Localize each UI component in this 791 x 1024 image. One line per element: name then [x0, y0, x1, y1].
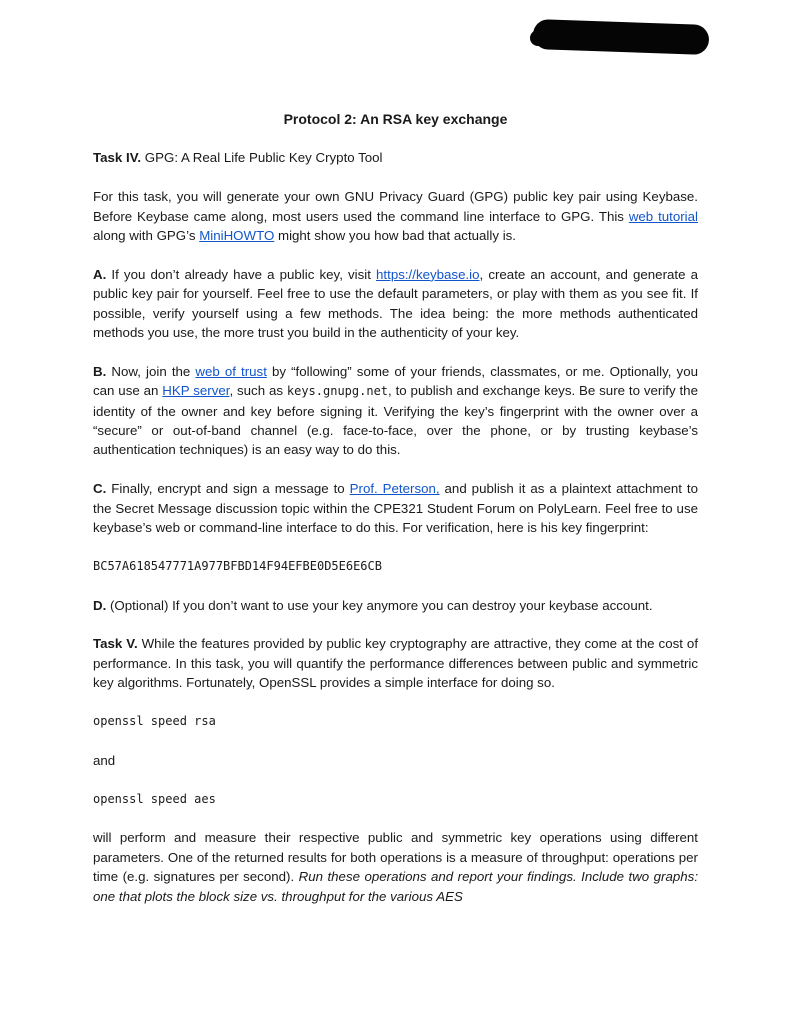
part-c-text-1: Finally, encrypt and sign a message to [106, 481, 350, 497]
part-d-paragraph [93, 596, 698, 615]
part-b-label: B. [93, 363, 107, 379]
part-d-label: D. [93, 597, 107, 613]
redaction-mark-tail [530, 30, 570, 46]
part-c-paragraph [93, 479, 698, 537]
key-fingerprint: BC57A618547771A977BFBD14F94EFBE0D5E6E6CB [93, 558, 382, 573]
intro-text-3: might show you how bad that actually is. [274, 228, 516, 244]
keybase-link[interactable]: https://keybase.io [376, 266, 480, 282]
part-a-text-2: , create an account, and generate a public key pair for yourself. Feel free to use the default parameters, or play with them as you see fit. If possible, verify yourself using a few methods. The idea being: the more methods authenticated methods you use, the more trust you build in the authenticity of your key. [93, 266, 698, 341]
part-b-text-2: by “following” some of your friends, classmates, or me. Optionally, you can use an [93, 363, 698, 399]
task-v-paragraph [93, 634, 698, 692]
command-rsa: openssl speed rsa [93, 714, 216, 729]
and-text: and [93, 752, 116, 768]
part-b-paragraph [93, 362, 698, 460]
task-v-text: While the features provided by public key cryptography are attractive, they come at the cost of performance. In this task, you will quantify the performance differences between public and symmetric key algorithms. Fortunately, OpenSSL provides a simple interface for doing so. [93, 636, 699, 691]
web-of-trust-link[interactable]: web of trust [195, 363, 267, 379]
task-iv-label: Task IV. [93, 150, 142, 166]
intro-text-2: along with GPG’s [93, 228, 200, 244]
part-b-text-4: , to publish and exchange keys. Be sure to verify the identity of the owner and key before signing it. Verifying the key’s fingerprint with the owner over a “secure” or out-of-band channel (e.g. face-to-face, over the phone, or by trusting keybase’s authentication techniques) is an easy way to do this. [93, 383, 698, 458]
document-page [93, 110, 698, 925]
closing-italic-text: Run these operations and report your findings. Include two graphs: one that plots the block size vs. throughput for the various AES [93, 869, 699, 904]
page-title: Protocol 2: An RSA key exchange [283, 111, 508, 127]
command-aes: openssl speed aes [93, 791, 216, 806]
part-c-text-2: and publish it as a plaintext attachment to the Secret Message discussion topic within the CPE321 Student Forum on PolyLearn. Feel free to use keybase’s web or command-line interface to do this. For verification, here is his key fingerprint: [93, 481, 698, 536]
closing-paragraph [93, 828, 698, 906]
task-iv-title: GPG: A Real Life Public Key Crypto Tool [144, 150, 383, 166]
intro-text-1: For this task, you will generate your own GNU Privacy Guard (GPG) public key pair using Keybase. Before Keybase came along, most users used the command line interface to GPG. This [93, 189, 698, 224]
task-v-label: Task V. [93, 636, 138, 652]
closing-text: will perform and measure their respective public and symmetric key operations using different parameters. One of the returned results for both operations is a measure of throughput: operations per time (e.g. signatures per second). [93, 830, 698, 885]
keyserver-code: keys.gnupg.net [286, 384, 389, 399]
task-iv-heading [93, 148, 698, 167]
part-a-text-1: If you don’t already have a public key, visit [106, 266, 377, 282]
minihowto-link[interactable]: MiniHOWTO [199, 228, 275, 244]
part-d-text: (Optional) If you don’t want to use your key anymore you can destroy your keybase account. [106, 597, 653, 613]
part-c-label: C. [93, 481, 107, 497]
part-a-label: A. [93, 266, 107, 282]
intro-paragraph [93, 187, 698, 245]
part-b-text-1: Now, join the [106, 363, 196, 379]
prof-peterson-link[interactable]: Prof. Peterson, [349, 481, 440, 497]
part-b-text-3: , such as [229, 383, 287, 399]
part-a-paragraph [93, 265, 698, 343]
web-tutorial-link[interactable]: web tutorial [628, 208, 698, 224]
hkp-server-link[interactable]: HKP server [162, 383, 230, 399]
